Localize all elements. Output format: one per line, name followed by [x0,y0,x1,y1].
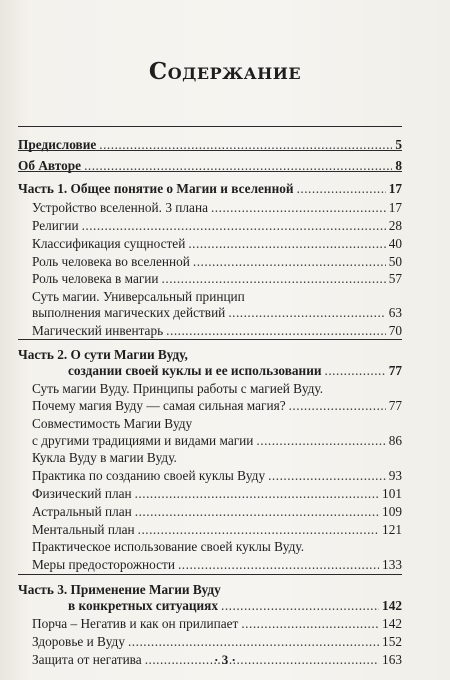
toc-entry: Порча – Негатив и как он прилипает ..... 142 [32,616,402,632]
toc-entry-preface: Предисловие ..... 5 [18,137,402,153]
toc-entry-line: Суть магии. Универсальный принцип [32,289,245,304]
toc-entry: Защита от негатива ..... 163 [32,652,402,668]
divider [18,150,402,151]
toc-entry: Почему магия Вуду — самая сильная магия? ..... 77 [32,398,402,414]
divider [18,339,402,340]
toc-entry: Меры предосторожности ..... 133 [32,557,402,573]
toc-entry: Астральный план ..... 109 [32,504,402,520]
toc-entry-part3-line: Часть 3. Применение Магии Вуду [18,582,221,597]
toc-entry-line: Совместимость Магии Вуду [32,416,193,431]
toc-entry-part3: в конкретных ситуациях ..... 142 [68,598,402,614]
divider [18,171,402,172]
divider [18,574,402,575]
toc-entry: Классификация сущностей ..... 40 [32,236,402,252]
toc-entry: Религии ..... 28 [32,218,402,234]
top-rule [18,126,402,127]
toc-entry: Роль человека в магии ..... 57 [32,271,402,287]
toc-entry-part2: создании своей куклы и ее использовании ..... 77 [68,363,402,379]
toc-entry: Здоровье и Вуду ..... 152 [32,634,402,650]
toc-entry-part2-line: Часть 2. О сути Магии Вуду, [18,347,188,362]
toc-entry: выполнения магических действий ..... 63 [32,305,402,321]
toc-entry: Магический инвентарь ..... 70 [32,323,402,339]
toc-entry: Устройство вселенной. 3 плана ..... 17 [32,200,402,216]
page-title: Содержание [148,58,302,85]
toc-entry-line: Практическое использование своей куклы Вуду. [32,539,305,554]
toc-entry: Физический план ..... 101 [32,486,402,502]
toc-entry-line: Кукла Вуду в магии Вуду. [32,450,177,465]
toc-entry: Роль человека во вселенной ..... 50 [32,254,402,270]
toc-entry-part1: Часть 1. Общее понятие о Магии и вселенной ..... 17 [18,181,402,197]
toc-entry: с другими традициями и видами магии ..... 86 [32,433,402,449]
toc-entry-line: Суть магии Вуду. Принципы работы с магией Вуду. [32,381,324,396]
toc-entry-author: Об Авторе ..... 8 [18,158,402,174]
toc-entry: Ментальный план ..... 121 [32,522,402,538]
toc-entry: Практика по созданию своей куклы Вуду ..... 93 [32,468,402,484]
page-number: · 3 · [214,652,236,667]
